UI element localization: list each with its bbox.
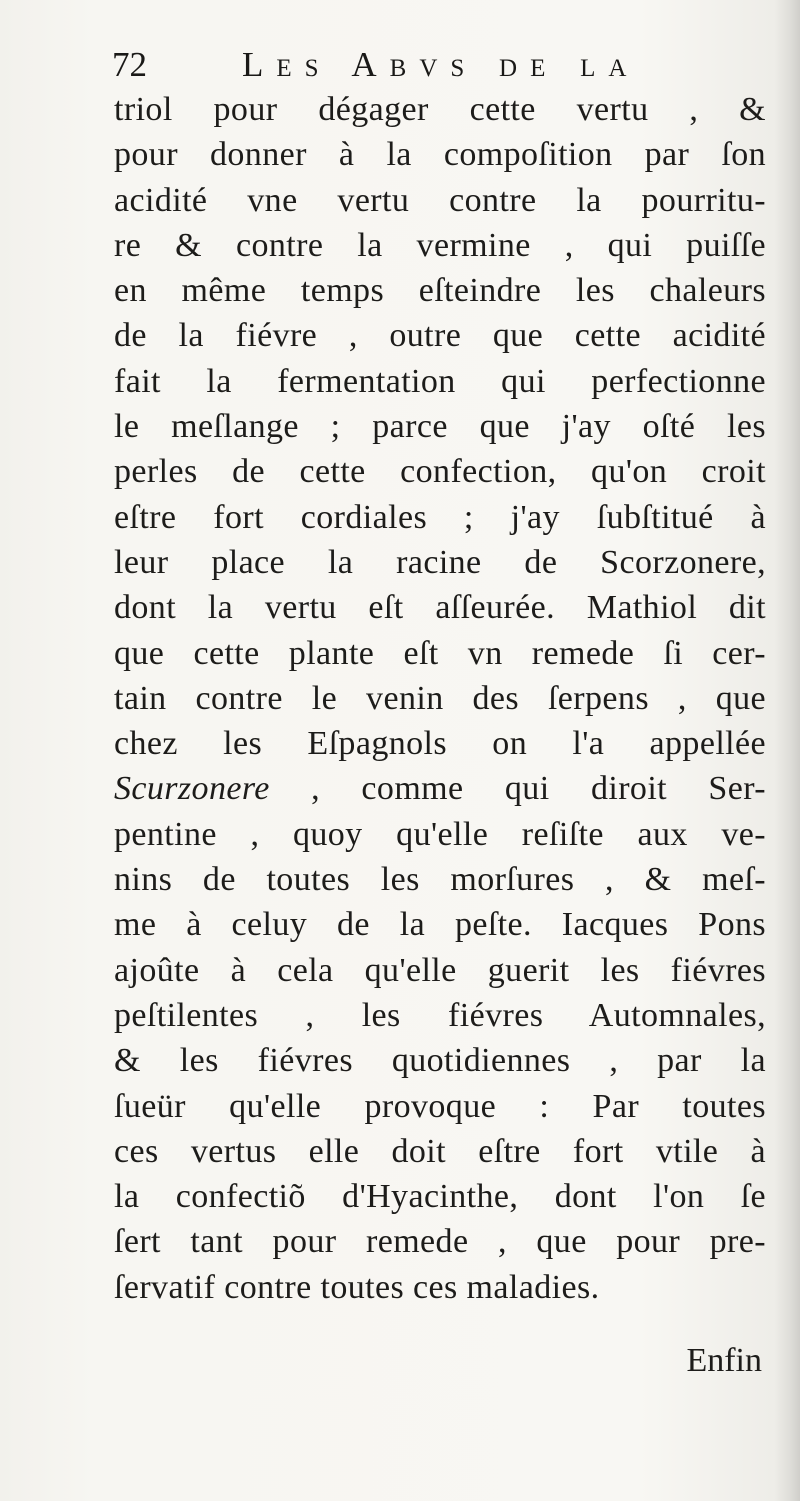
text-line: pentine , quoy qu'elle reſiſte aux ve-: [114, 815, 766, 853]
text-line: nins de toutes les morſures , & meſ-: [114, 861, 766, 899]
page-number: 72: [112, 45, 147, 84]
text-line: le meſlange ; parce que j'ay oſté les: [114, 408, 766, 446]
text-line-italic: [114, 766, 766, 811]
text-line: la confectiõ d'Hyacinthe, dont l'on ſe: [114, 1178, 766, 1216]
running-head: Les Abvs de la: [242, 45, 640, 84]
text-line: acidité vne vertu contre la pourritu-: [114, 181, 766, 219]
text-line: & les fiévres quotidiennes , par la: [114, 1042, 766, 1080]
body-text: [114, 87, 766, 1310]
text-line: triol pour dégager cette vertu , &: [114, 91, 766, 128]
text-line: ajoûte à cela qu'elle guerit les fiévres: [114, 951, 766, 989]
text-line: ces vertus elle doit eſtre fort vtile à: [114, 1132, 766, 1170]
text-line: chez les Eſpagnols on l'a appellée: [114, 725, 766, 763]
text-line: ſervatif contre toutes ces maladies.: [114, 1268, 600, 1306]
text-line: leur place la racine de Scorzonere,: [114, 543, 766, 581]
text-line-rest: , comme qui diroit Ser-: [269, 770, 766, 808]
italic-word: Scurzonere: [114, 770, 270, 808]
page-edge-shadow: [774, 0, 800, 1501]
text-line: en même temps eſteindre les chaleurs: [114, 272, 766, 310]
text-line: de la fiévre , outre que cette acidité: [114, 317, 766, 355]
catchword: Enfin: [686, 1342, 762, 1379]
text-line: peſtilentes , les fiévres Automnales,: [114, 996, 766, 1034]
text-line: ſueür qu'elle provoque : Par toutes: [114, 1087, 766, 1125]
text-line: tain contre le venin des ſerpens , que: [114, 679, 766, 717]
text-line: dont la vertu eſt aſſeurée. Mathiol dit: [114, 589, 766, 627]
text-line: que cette plante eſt vn remede ſi cer-: [114, 634, 766, 672]
page-header: [112, 40, 732, 90]
text-line: fait la fermentation qui perfectionne: [114, 362, 766, 400]
text-line: pour donner à la compoſition par ſon: [114, 136, 766, 174]
text-line: me à celuy de la peſte. Iacques Pons: [114, 906, 766, 944]
text-line: perles de cette confection, qu'on croit: [114, 453, 766, 491]
text-line: ſert tant pour remede , que pour pre-: [114, 1223, 766, 1261]
text-line: eſtre fort cordiales ; j'ay ſubſtitué à: [114, 498, 766, 536]
text-line: re & contre la vermine , qui puiſſe: [114, 226, 766, 264]
